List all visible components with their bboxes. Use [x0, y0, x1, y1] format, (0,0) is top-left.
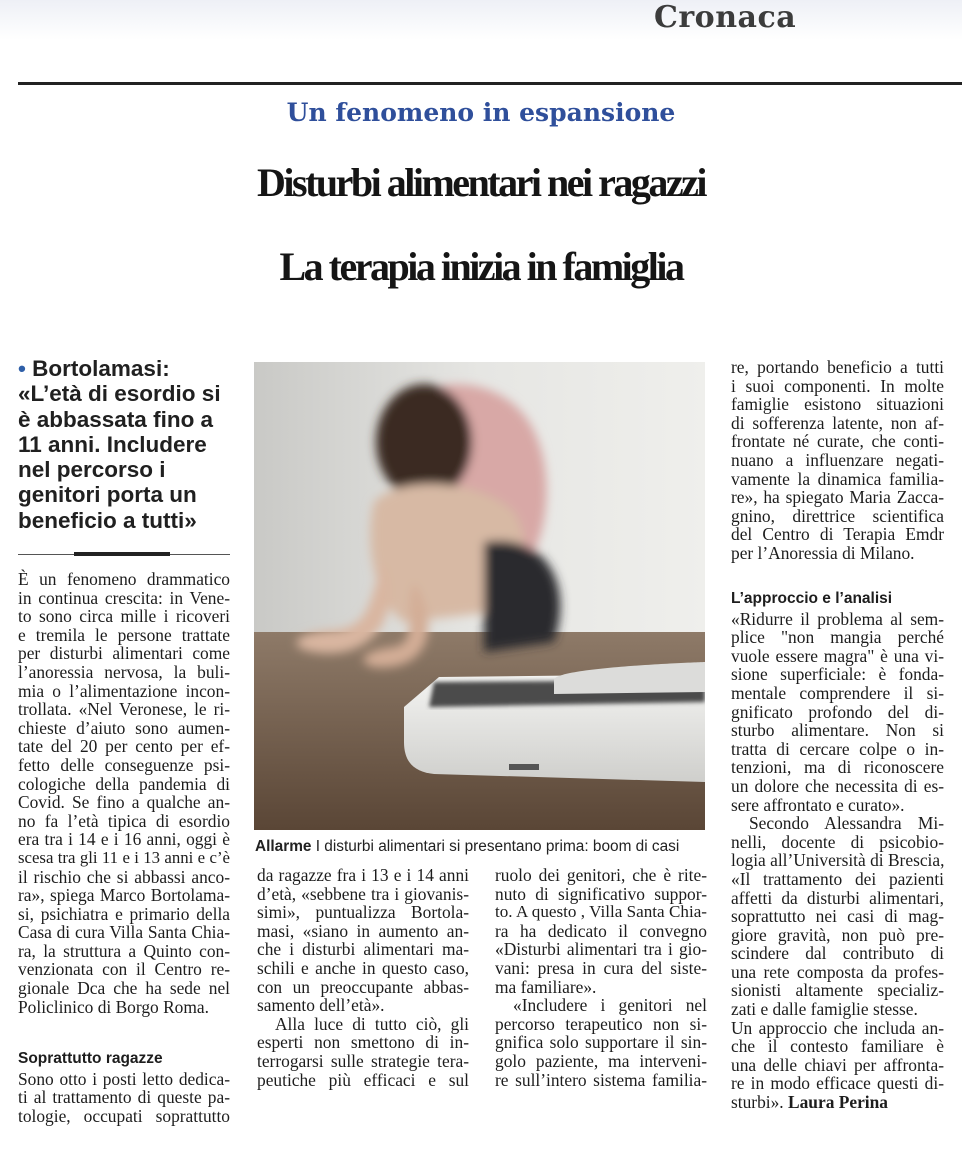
text-line: d’età, «sebbene tra i giovanis-	[257, 883, 469, 904]
text-line: Policlinico di Borgo Roma.	[18, 996, 209, 1017]
article-column-4	[731, 358, 944, 563]
text-line: simi», puntualizza Bortola-	[257, 902, 469, 923]
text-line: «Ridurre il problema al sem-	[731, 608, 944, 629]
section-name: Cronaca	[654, 0, 797, 35]
text-line: del Centro di Terapia Emdr	[731, 524, 944, 545]
text-line: golo paziente, ma interveni-	[495, 1050, 707, 1071]
kicker: Un fenomeno in espansione	[286, 98, 676, 127]
text-line: frontate né curate, che conti-	[731, 431, 944, 452]
text-line: il rischio che si abbassi anco-	[18, 866, 230, 887]
text-line: si, psichiatra e primario della	[18, 903, 230, 924]
text-line: una rete composta da profes-	[731, 961, 944, 982]
text-line: giore gravità, non può pre-	[731, 924, 944, 945]
text-line: con un preoccupante abbas-	[257, 976, 469, 997]
text-line: un dolore che necessita di es-	[731, 775, 944, 796]
text-line: tratta di cercare colpe o in-	[731, 738, 944, 759]
caption-text: I disturbi alimentari si presentano prima: boom di casi	[315, 838, 680, 855]
text-line: esperti non smettono di in-	[257, 1032, 469, 1053]
text-line: terrogarsi sulle strategie tera-	[257, 1050, 469, 1071]
text-line: da ragazze fra i 13 e i 14 anni	[257, 865, 469, 885]
text-line: in continua crescita: in Vene-	[18, 587, 230, 608]
photo-caption	[255, 838, 715, 856]
photo-scale	[404, 662, 705, 782]
text-line: l’anoressia nervosa, la buli-	[18, 661, 230, 682]
subheadline-line: è abbassata fino a	[18, 406, 214, 432]
text-line: mia o l’alimentazione incon-	[18, 680, 230, 701]
text-line: famiglie esistono situazioni	[731, 394, 944, 415]
text-line: scesa tra gli 11 e i 13 anni e c’è	[18, 847, 230, 867]
article-column-3	[495, 866, 707, 1089]
text-line: vuole essere magra" è una vi-	[731, 645, 944, 666]
text-line: ra ha dedicato il convegno	[495, 920, 707, 941]
text-line: tate del 20 per cento per ef-	[18, 736, 230, 757]
text-line: to sono circa mille i ricoveri	[18, 606, 230, 627]
article-column-4-section	[731, 590, 944, 1112]
text-line: mentale comprendere il si-	[731, 682, 944, 703]
text-line: cologiche della pandemia di	[18, 773, 230, 794]
subheadline-line: 11 anni. Includere	[18, 431, 207, 457]
text-line: fetto delle conseguenze psi-	[18, 754, 230, 775]
article-column-2	[257, 866, 469, 1089]
text-line: chieste d’aiuto sono aumen-	[18, 717, 230, 738]
text-line: vani: presa in cura del siste-	[495, 957, 707, 978]
text-line: ma familiare».	[495, 976, 597, 997]
text-line: gnificato profondo del di-	[731, 701, 944, 722]
text-line: no fa l’età tipica di esordio	[18, 810, 230, 831]
article-column-1	[18, 570, 230, 1016]
subheadline-line: • Bortolamasi:	[18, 356, 170, 381]
page-header-band	[0, 0, 962, 40]
text-line: era tra i 14 e i 16 anni, oggi è	[18, 829, 230, 850]
text-line: sere affrontato e curato».	[731, 794, 905, 815]
article-photo	[254, 362, 705, 830]
text-line: e tremila le persone trattate	[18, 624, 230, 645]
text-line: «Il trattamento dei pazienti	[731, 868, 944, 889]
text-line: re in modo efficace questi di-	[731, 1073, 944, 1094]
text-line: per l’Anoressia di Milano.	[731, 542, 915, 563]
text-line: affetti da disturbi alimentari,	[731, 887, 944, 908]
text-line: «Disturbi alimentari tra i gio-	[495, 939, 707, 960]
text-line: schili e anche in questo caso,	[257, 957, 469, 978]
headline-line-2: La terapia inizia in famiglia	[279, 244, 683, 289]
text-line: zati e dalle famiglie stesse.	[731, 999, 918, 1020]
subheadline-line: beneficio a tutti»	[18, 507, 197, 533]
text-line: di sofferenza latente, non af-	[731, 412, 944, 433]
text-line: trollata. «Nel Veronese, le ri-	[18, 699, 230, 720]
text-line: ruolo dei genitori, che è rite-	[495, 865, 707, 885]
text-line: sturbi». Laura Perina	[731, 1092, 889, 1113]
text-line: È un fenomeno drammatico	[18, 569, 230, 589]
caption-label: Allarme	[255, 838, 312, 855]
subheadline-line: nel percorso i	[18, 457, 166, 483]
text-line: Alla luce di tutto ciò, gli	[275, 1013, 469, 1034]
article-column-1-section	[18, 1050, 230, 1125]
text-line: ra, la struttura a Quinto con-	[18, 940, 230, 961]
text-line: «Includere i genitori nel	[513, 995, 707, 1016]
text-line: nelli, docente di psicobio-	[731, 831, 944, 852]
text-line: to. A questo , Villa Santa Chia-	[495, 902, 707, 922]
text-line: sionisti altamente specializ-	[731, 980, 944, 1001]
subheadline-divider-accent	[74, 552, 170, 556]
text-line: sione superficiale: è fonda-	[731, 664, 944, 685]
text-line: logia all’Università di Brescia,	[731, 850, 945, 871]
subheadline-line: genitori porta un	[18, 482, 197, 508]
text-line: percorso terapeutico non si-	[495, 1013, 707, 1034]
text-line: Sono otto i posti letto dedica-	[18, 1068, 230, 1089]
text-line: nuano a influenzare negati-	[731, 449, 944, 470]
author-name: Laura Perina	[788, 1092, 889, 1113]
text-line: tenzioni, ma di riconoscere	[731, 757, 944, 778]
text-line: re», ha spiegato Maria Zacca-	[731, 487, 944, 508]
text-line: ra», spiega Marco Bortolama-	[18, 885, 230, 906]
text-line: scindere dal contributo di	[731, 943, 944, 964]
bullet-icon: •	[18, 356, 26, 381]
text-line: Un approccio che includa an-	[731, 1017, 944, 1038]
text-line: soprattutto nei casi di mag-	[731, 906, 944, 927]
text-line: Casa di cura Villa Santa Chia-	[18, 922, 230, 943]
text-line: gnino, direttrice scientifica	[731, 505, 944, 526]
text-line: che il contesto familiare è	[731, 1036, 944, 1057]
text-line: che i disturbi alimentari ma-	[257, 939, 469, 960]
text-line: Secondo Alessandra Mi-	[749, 813, 944, 834]
text-line: sturbo alimentare. Non si	[731, 720, 944, 741]
text-line: venzionata con il Centro re-	[18, 959, 230, 980]
text-line: vamente la dinamica familia-	[731, 468, 944, 489]
header-rule	[18, 82, 962, 85]
text-line: ti al trattamento di queste pa-	[18, 1087, 230, 1108]
subheadline-line: «L’età di esordio si	[18, 381, 221, 407]
text-line: per disturbi alimentari come	[18, 643, 230, 664]
text-line: masi, «siano in aumento an-	[257, 920, 469, 941]
text-line: samento dell’età».	[257, 995, 385, 1016]
text-line: gnifica solo supportare il sin-	[495, 1032, 707, 1053]
text-line: peutiche più efficaci e sul	[257, 1069, 469, 1090]
text-line: nuto di significativo suppor-	[495, 883, 707, 904]
text-line: Covid. Se fino a qualche an-	[18, 792, 230, 813]
text-line: i suoi componenti. In molte	[731, 375, 944, 396]
text-line: re, portando beneficio a tutti	[731, 357, 944, 377]
section-heading: Soprattutto ragazze	[18, 1050, 163, 1067]
subheadline	[18, 356, 233, 533]
text-line: re sull’intero sistema familia-	[495, 1069, 707, 1090]
text-line: una delle chiavi per affronta-	[731, 1054, 944, 1075]
text-line: gionale Dca che ha sede nel	[18, 978, 230, 999]
headline-line-1: Disturbi alimentari nei ragazzi	[257, 160, 705, 205]
text-line: plice "non mangia perché	[731, 627, 944, 648]
text-line: tologie, occupati soprattutto	[18, 1105, 230, 1126]
section-heading: L’approccio e l’analisi	[731, 590, 893, 607]
